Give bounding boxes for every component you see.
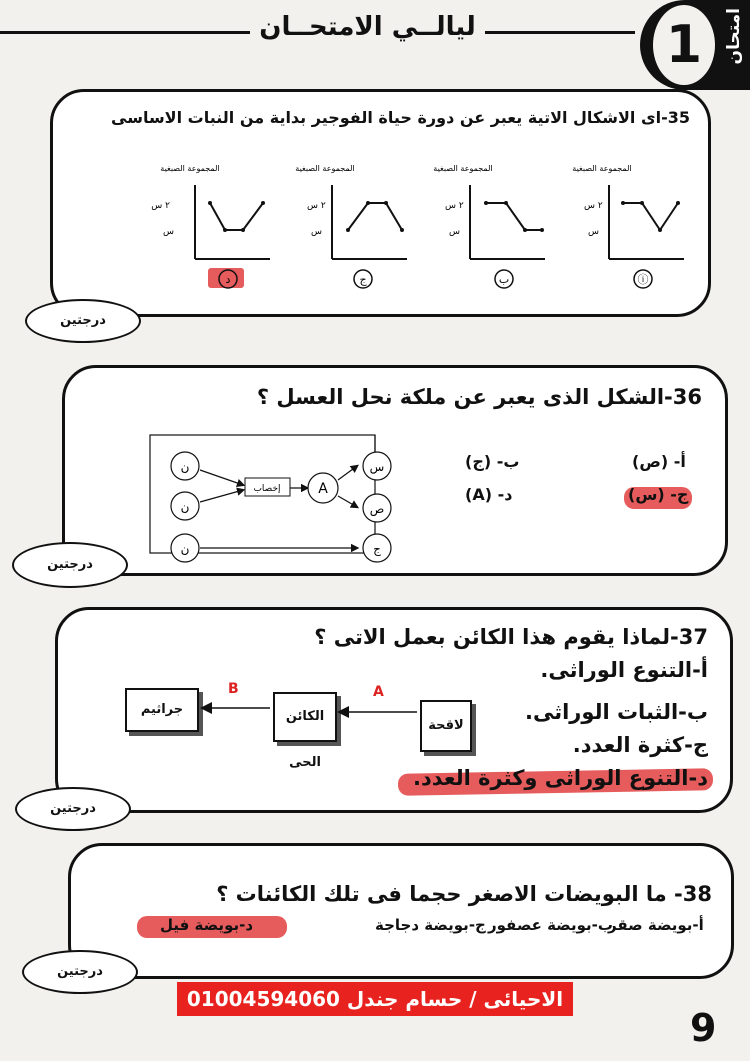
q36-out-s: س	[369, 460, 385, 474]
header-rule-left	[0, 31, 250, 34]
graph-d-tick-n: س	[163, 227, 174, 237]
q35-option-b: ب	[498, 273, 510, 286]
header-rule-right	[485, 31, 635, 34]
q37-box-germs: جراثيم	[125, 688, 199, 732]
q38-score-badge: درجتين	[22, 950, 138, 994]
q37-arrow-B: B	[228, 681, 239, 697]
graph-a-title: المجموعة الصبغية	[572, 164, 632, 173]
graph-b-tick-2n: ٢ س	[445, 201, 464, 211]
q37-box-organism: الكائن الحى	[273, 692, 337, 742]
exam-word: امتحان	[724, 8, 744, 65]
q36-A: A	[318, 481, 328, 497]
q36-diagram	[145, 430, 405, 565]
q35-graphs	[130, 155, 690, 305]
q36-option-c: ج- (س)	[628, 485, 689, 504]
q35-option-j: ج	[359, 273, 367, 286]
q36-out-j: ج	[373, 542, 381, 556]
question-38-card	[68, 843, 734, 979]
graph-a-tick-n: س	[588, 227, 599, 237]
exam-badge	[640, 0, 750, 90]
question-38-text: 38- ما البويضات الاصغر حجما فى تلك الكائنات ؟	[216, 882, 712, 906]
q37-option-d: د-التنوع الوراثى وكثرة العدد.	[413, 766, 708, 790]
q38-option-b: ب-بويضة عصفور	[488, 916, 613, 934]
q36-n1: ن	[180, 460, 190, 474]
question-35-text: 35-اى الاشكال الاتية يعبر عن دورة حياة الفوجير بداية من النبات الاساسى	[111, 108, 690, 127]
q36-option-a: أ- (ص)	[632, 452, 686, 471]
page-number: 9	[690, 1006, 717, 1050]
question-36-text: 36-الشكل الذى يعبر عن ملكة نحل العسل ؟	[256, 385, 702, 409]
q36-option-b: ب- (ج)	[465, 452, 520, 471]
q36-fertilization: إخصاب	[253, 484, 281, 494]
graph-b-tick-n: س	[449, 227, 460, 237]
q37-option-b: ب-الثبات الوراثى.	[525, 700, 708, 724]
graph-j	[295, 164, 407, 259]
q38-option-a: أ-بويضة صقر	[608, 916, 704, 934]
q38-option-c: ج-بويضة دجاجة	[375, 916, 486, 934]
author-footer: الاحيائى / حسام جندل 01004594060	[177, 982, 573, 1016]
q35-score-badge: درجتين	[25, 299, 141, 343]
graph-b	[433, 164, 545, 259]
q37-box-zygote: لاقحة	[420, 700, 472, 752]
q37-arrow-A: A	[373, 684, 384, 700]
q35-option-d: د	[225, 273, 231, 286]
graph-j-tick-n: س	[311, 227, 322, 237]
q37-score-badge: درجتين	[15, 787, 131, 831]
q38-option-d: د-بويضة فيل	[160, 916, 254, 934]
q36-option-d: د- (A)	[465, 485, 513, 504]
graph-b-title: المجموعة الصبغية	[433, 164, 493, 173]
graph-j-tick-2n: ٢ س	[307, 201, 326, 211]
q37-arrows	[195, 678, 420, 728]
graph-d	[151, 164, 270, 259]
graph-a	[572, 164, 684, 259]
q36-out-ss: ص	[369, 502, 385, 516]
q36-n2: ن	[180, 500, 190, 514]
q36-n3: ن	[180, 542, 190, 556]
page-title: ليالــي الامتحــان	[259, 12, 476, 42]
question-37-text: 37-لماذا يقوم هذا الكائن بعمل الاتى ؟	[314, 625, 708, 649]
q35-option-a: ⓘ	[637, 273, 649, 286]
graph-j-title: المجموعة الصبغية	[295, 164, 355, 173]
q36-score-badge: درجتين	[12, 542, 128, 588]
graph-d-tick-2n: ٢ س	[151, 201, 170, 211]
q37-option-c: ج-كثرة العدد.	[572, 733, 708, 757]
graph-d-title: المجموعة الصبغية	[160, 164, 220, 173]
graph-a-tick-2n: ٢ س	[584, 201, 603, 211]
exam-number: 1	[653, 5, 715, 85]
q37-option-a: أ-التنوع الوراثى.	[540, 658, 708, 682]
